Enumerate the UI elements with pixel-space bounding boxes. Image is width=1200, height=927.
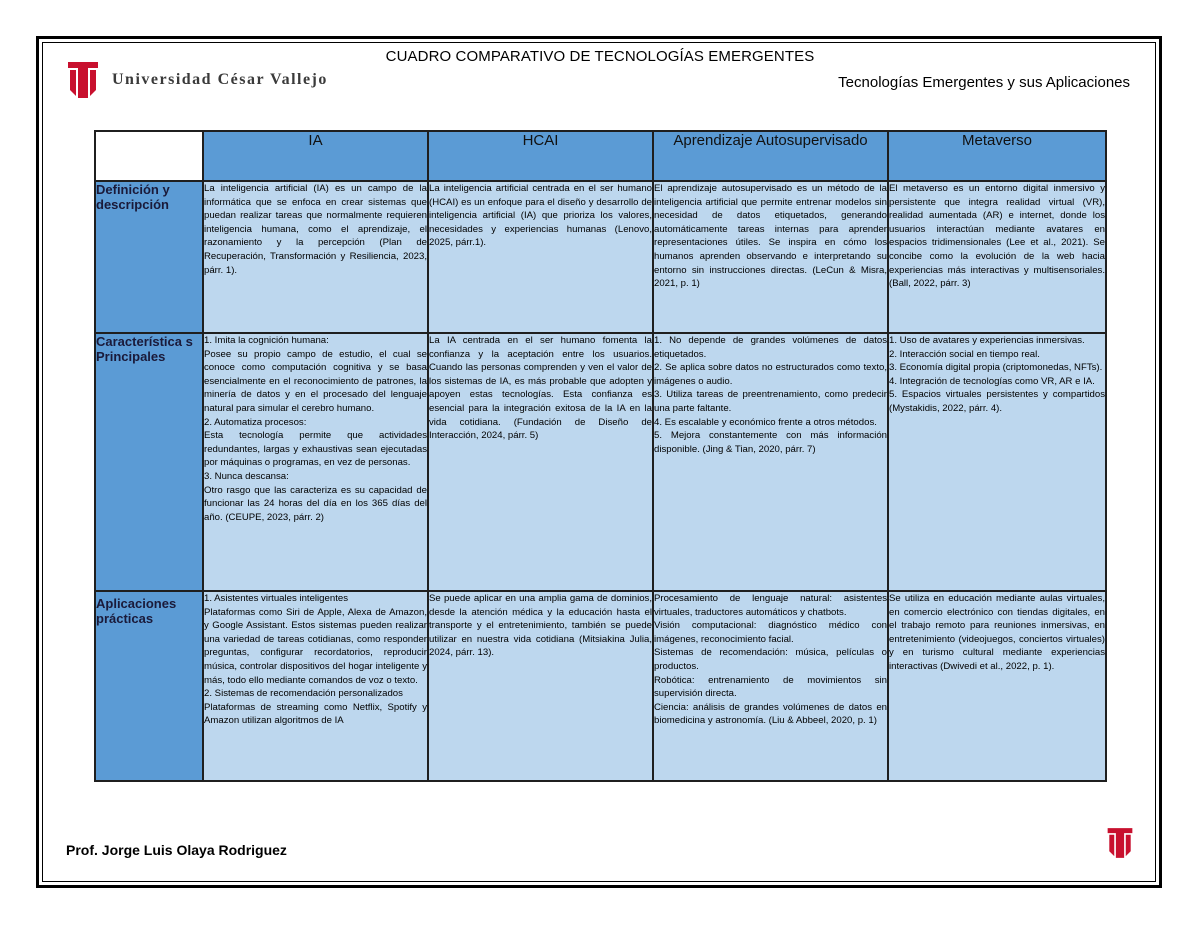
table-cell [888, 333, 1106, 591]
row-header-caracteristicas: Característica s Principales [95, 333, 203, 591]
table-cell [428, 591, 653, 781]
cell-paragraph: 1. Asistentes virtuales inteligentes [204, 593, 348, 604]
cell-paragraph: Plataformas como Siri de Apple, Alexa de Amazon, y Google Assistant. Estos sistemas pueden realizar una variedad de tareas cotidianas, como responder preguntas, configurar recordatorios, reproducir música, controlar dispositivos del hogar inteligente y más, todo ello mediante comandos de voz o texto. [204, 606, 427, 686]
cell-clip [654, 592, 887, 778]
cell-clip [429, 592, 652, 778]
table-cell [203, 181, 428, 333]
cell-paragraph: Visión computacional: diagnóstico médico con imágenes, reconocimiento facial. [654, 620, 887, 645]
cell-paragraph: 1. No depende de grandes volúmenes de datos etiquetados. [654, 335, 887, 360]
cell-paragraph: Ciencia: análisis de grandes volúmenes de datos en biomedicina y astronomía. (Liu & Abbeel, 2020, p. 1) [654, 701, 887, 727]
cell-paragraph: 3. Nunca descansa: [204, 470, 289, 482]
cell-paragraph: Se utiliza en educación mediante aulas virtuales, en comercio electrónico con tiendas digitales, en el trabajo remoto para reuniones inmersivas, en entretenimiento (videojuegos, conciertos virtuales) y en turismo cultural mediante experiencias interactivas (Dwivedi et al., 2022, p. 1). [889, 593, 1105, 672]
university-logo [66, 60, 328, 100]
table-cell [203, 591, 428, 781]
cell-paragraph: 2. Se aplica sobre datos no estructurados como texto, imágenes o audio. [654, 362, 887, 387]
cell-paragraph: La IA centrada en el ser humano fomenta la confianza y la aceptación entre los usuarios. Cuando las personas comprenden y ven el valor de los sistemas de IA, es más probable que adopten y apoyen estas tecnologías. Esta confianza es esencial para la integración exitosa de la IA en la vida cotidiana. (Fundación de Diseño de Interacción, 2024, párr. 5) [429, 335, 652, 442]
comparison-table [94, 130, 1107, 782]
cell-paragraph: La inteligencia artificial centrada en el ser humano (HCAI) es un enfoque para el diseño y desarrollo de inteligencia artificial (IA) que prioriza los valores, necesidades y experiencias humanas (Lenovo, 2025, párr.1). [429, 183, 652, 249]
cell-paragraph: Plataformas de streaming como Netflix, Spotify y Amazon utilizan algoritmos de IA [204, 701, 427, 727]
cell-paragraph: 5. Espacios virtuales persistentes y compartidos (Mystakidis, 2022, párr. 4). [889, 389, 1105, 414]
university-name: Universidad César Vallejo [112, 71, 328, 88]
cell-clip [204, 592, 427, 778]
table-cell [888, 591, 1106, 781]
cell-paragraph: 5. Mejora constantemente con más información disponible. (Jing & Tian, 2020, párr. 7) [654, 430, 887, 455]
table-row-aplicaciones [95, 591, 1106, 781]
cell-paragraph: 1. Imita la cognición humana: [204, 335, 329, 346]
cell-paragraph: Otro rasgo que las caracteriza es su capacidad de funcionar las 24 horas del día en los 365 días del año. (CEUPE, 2023, párr. 2) [204, 484, 427, 523]
cell-paragraph: Procesamiento de lenguaje natural: asistentes virtuales, traductores automáticos y chatbots. [654, 593, 887, 618]
cell-paragraph: Sistemas de recomendación: música, películas o productos. [654, 647, 887, 672]
table-cell [653, 591, 888, 781]
cell-paragraph: 2. Interacción social en tiempo real. [889, 348, 1040, 360]
table-cell [653, 333, 888, 591]
document-title: CUADRO COMPARATIVO DE TECNOLOGÍAS EMERGENTES [385, 48, 815, 65]
ucv-logo-icon [66, 60, 100, 100]
table-row-caracteristicas [95, 333, 1106, 591]
column-header-ia: IA [203, 131, 428, 181]
table-cell [428, 333, 653, 591]
cell-paragraph: 4. Integración de tecnologías como VR, AR e IA. [889, 375, 1095, 387]
table-row-definicion [95, 181, 1106, 333]
row-header-aplicaciones: Aplicaciones prácticas [95, 591, 203, 781]
cell-paragraph: El aprendizaje autosupervisado es un método de la inteligencia artificial que permite entrenar modelos sin necesidad de datos etiquetados, generando automáticamente tareas internas para aprender representaciones útiles. Se inspira en cómo los humanos aprenden observando e interpretando su entorno sin instrucciones directas. (LeCun & Misra, 2021, p. 1) [654, 183, 887, 290]
table-cell [203, 333, 428, 591]
cell-paragraph: 3. Utiliza tareas de preentrenamiento, como predecir una parte faltante. [654, 389, 887, 414]
column-header-metaverso: Metaverso [888, 131, 1106, 181]
table-cell [888, 181, 1106, 333]
corner-cell [95, 131, 203, 181]
cell-paragraph: 2. Automatiza procesos: [204, 416, 307, 428]
cell-paragraph: El metaverso es un entorno digital inmersivo y persistente que integra realidad virtual (VR), realidad aumentada (AR) e internet, donde los usuarios interactúan mediante avatares en espacios tridimensionales (Lee et al., 2021). Se concibe como la evolución de la web hacia experiencias más interactivas y multisensoriales. (Ball, 2022, párr. 3) [889, 183, 1105, 290]
cell-paragraph: La inteligencia artificial (IA) es un campo de la informática que se enfoca en crear sistemas que puedan realizar tareas que normalmente requieren inteligencia humana, como el aprendizaje, el razonamiento y la percepción (Plan de Recuperación, Transformación y Resiliencia, 2023, párr. 1). [204, 183, 427, 276]
table-header-row [95, 131, 1106, 181]
column-header-hcai: HCAI [428, 131, 653, 181]
cell-paragraph: Esta tecnología permite que actividades redundantes, largas y exhaustivas sean ejecutadas por máquinas o programas, en vez de personas. [204, 430, 427, 469]
cell-paragraph: 2. Sistemas de recomendación personalizados [204, 688, 403, 700]
cell-paragraph: Posee su propio campo de estudio, el cual se conoce como computación cognitiva y se basa esencialmente en el reconocimiento de patrones, la minería de datos y en el procesado del lenguaje natural para simular el cerebro humano. [204, 348, 427, 414]
row-header-definicion: Definición y descripción [95, 181, 203, 333]
ucv-logo-small-icon [1106, 826, 1134, 860]
document-subtitle: Tecnologías Emergentes y sus Aplicaciones [838, 74, 1130, 91]
cell-paragraph: 3. Economía digital propia (criptomonedas, NFTs). [889, 362, 1103, 374]
cell-clip [889, 592, 1105, 778]
column-header-autosupervisado: Aprendizaje Autosupervisado [653, 131, 888, 181]
table-cell [653, 181, 888, 333]
cell-paragraph: 1. Uso de avatares y experiencias inmersivas. [889, 335, 1085, 346]
cell-paragraph: Robótica: entrenamiento de movimientos sin supervisión directa. [654, 674, 887, 700]
cell-paragraph: 4. Es escalable y económico frente a otros métodos. [654, 416, 877, 428]
professor-name: Prof. Jorge Luis Olaya Rodriguez [66, 842, 287, 858]
cell-paragraph: Se puede aplicar en una amplia gama de dominios, desde la atención médica y la educación hasta el transporte y el entretenimiento, también se puede utilizar en nuestra vida cotidiana (Mitsiakina Julia, 2024, párr. 13). [429, 593, 652, 659]
table-cell [428, 181, 653, 333]
